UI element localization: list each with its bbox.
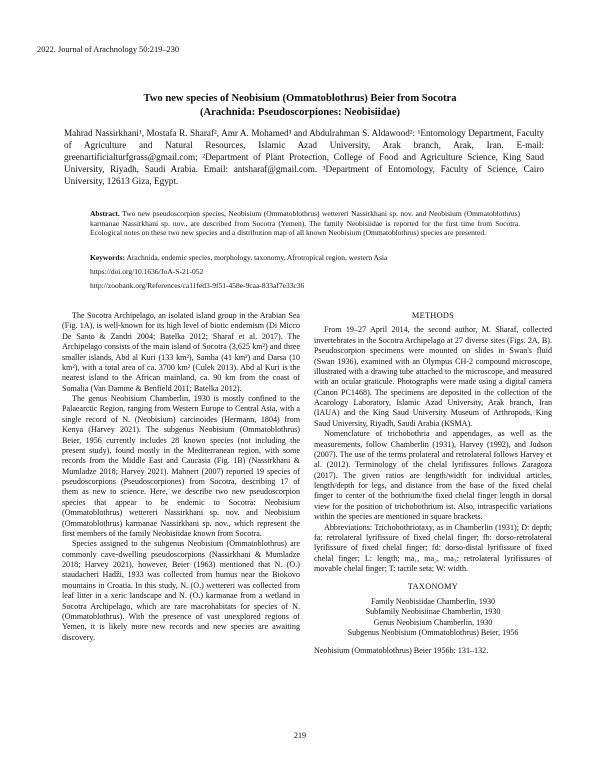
page-number: 219 [293, 731, 307, 740]
intro-paragraph-2: The genus Neobisium Chamberlin, 1930 is mostly confined to the Palaearctic Region, ranging from Western Europe to Central Asia, with a single record of N. (Neobisium) carcinoides (Hermann, 1804) from Kenya (Harvey 2021). The subgenus Neobisium (Ommatoblothrus) Beier, 1956 currently includes 28 known species (not including the present study), found mostly in the Mediterranean region, with some records from the Middle East and Caucasia (Fig. 1B) (Nassirkhani & Mumladze 2018; Harvey 2021). Mahnert (2007) reported 19 species of pseudoscorpions (Pseudoscorpiones) from Socotra, describing 17 of them as new to science. Here, we describe two new pseudoscorpion species that appear to be endemic to Socotra: Neobisium (Ommatoblothrus) wettereri Nassirkhani sp. nov. and Neobisium (Ommatoblothrus) karmanae Nassirkhani sp. nov., which represent the first members of the family Neobisiidae known from Socotra. [62, 394, 300, 538]
authors-affiliations: Mahrad Nassirkhani¹, Mostafa R. Sharaf², Amr A. Mohamed³ and Abdulrahman S. Aldawood²: ¹Entomology Department, Faculty of Agriculture and Natural Resources, Islamic Azad University, Arak branch, Arak, Iran. E-mail: greenartificialturfgrass@gmail.com; ²Department of Plant Protection, College of Food and Agriculture Science, King Saud University, Riyadh, Saudi Arabia. Email: antsharaf@gmail.com. ³Department of Entomology, Faculty of Science, Cairo University, 12613 Giza, Egypt. [64, 128, 544, 186]
abstract-text: Two new pseudoscorpion species, Neobisium (Ommatoblothrus) wettereri Nassirkhani sp. nov. and Neobisium (Ommatoblothrus) karmanae Nassirkhani sp. nov., are described from Socotra (Yemen). The family Neobisiidae is reported for the first time from Socotra. Ecological notes on these two new species and a distribution map of all known Neobisium (Ommatoblothrus) species are presented. [90, 209, 521, 238]
abstract-label: Abstract. [90, 209, 120, 218]
methods-heading: METHODS [411, 311, 455, 320]
abstract [90, 209, 520, 238]
zoobank-link[interactable]: http://zoobank.org/References/ca11fed3-9f51-458e-9caa-833af7e33c36 [90, 281, 305, 290]
journal-citation: 2022. Journal of Arachnology 50:219–230 [37, 45, 180, 54]
keywords [90, 253, 520, 263]
taxonomy-subgenus: Subgenus Neobisium (Ommatoblothrus) Beier, 1956 [347, 627, 519, 637]
intro-paragraph-1: The Socotra Archipelago, an isolated island group in the Arabian Sea (Fig. 1A), is well-known for its high level of biotic endemism (Di Micco De Santo & Zandri 2004; Batelka 2012; Sharaf et al. 2017). The Archipelago consists of the main island of Socotra (3,625 km²) and three smaller islands, Abd al Kuri (133 km²), Samha (41 km²) and Darsa (10 km²), with a total area of ca. 3700 km² (Culek 2013). Abd al Kuri is the nearest island to the African mainland, ca. 90 km from the coast of Somalia (Van Damme & Benfield 2011; Batelka 2012). [62, 311, 300, 393]
intro-paragraph-3: Species assigned to the subgenus Neobisium (Ommatoblothrus) are commonly cave-dwelling pseudoscorpions (Nassirkhani & Mumladze 2018; Harvey 2021), however, Beier (1963) mentioned that N. (O.) staudacheri Hadži, 1933 was collected from humus near the Biokovo mountains in Croatia. In this study, N. (O.) wettereri was collected from leaf litter in a xeric landscape and N. (O.) karmanae from a wetland in Socotra Archipelago, which are rare macrohabitats for species of N. (Ommatoblothrus). With the presence of vast unexplored regions of Yemen, it is likely more new records and new species are awaiting discovery. [62, 539, 300, 642]
methods-paragraph-1: From 19–27 April 2014, the second author, M. Sharaf, collected invertebrates in the Socotra Archipelago at 27 diverse sites (Figs. 2A, B). Pseudoscorpion specimens were mounted on slides in Swan's fluid (Swan 1936), examined with an Olympus CH-2 compound microscope, illustrated with a drawing tube attached to the microscope, and measured with an ocular graticule. Photographs were made using a digital camera (Canon PC1468). The specimens are deposited in the collection of the Acarology Laboratory, Islamic Azad University, Arak branch, Iran (IAUA) and the King Saud University Museum of Arthropods, King Saud University, Riyadh, Saudi Arabia (KSMA). [314, 325, 552, 428]
taxonomy-reference: Neobisium (Ommatoblothrus) Beier 1956b: 131–132. [314, 646, 489, 656]
keywords-text: Arachnida, endemic species, morphology, taxonomy, Afrotropical region, western Asia [126, 253, 388, 262]
taxonomy-genus: Genus Neobisium Chamberlin, 1930 [373, 617, 493, 627]
doi-link[interactable]: https://doi.org/10.1636/JoA-S-21-052 [90, 267, 204, 276]
taxonomy-family: Family Neobisiidae Chamberlin, 1930 [370, 596, 496, 606]
title-line-2: (Arachnida: Pseudoscorpiones: Neobisiidae) [199, 106, 401, 118]
taxonomy-subfamily: Subfamily Neobisiinae Chamberlin, 1930 [365, 607, 501, 617]
right-column [314, 311, 552, 657]
left-column [62, 311, 300, 643]
paper-title [60, 92, 540, 119]
keywords-label: Keywords: [90, 253, 125, 262]
methods-paragraph-3: Abbreviations: Trichobothriotaxy, as in Chamberlin (1931); D: depth; fa: retrolateral lyrifissure of fixed chelal finger; fb: dorso-retrolateral lyrifissure of fixed chelal finger; fd: dorso-distal lyrifissure of fixed chelal finger; L: length; ma₁, ma₂, ma₃: retrolateral lyrifissures of movable chelal finger; T: tactile seta; W: width. [314, 522, 552, 573]
taxonomy-heading: TAXONOMY [407, 582, 459, 592]
title-line-1: Two new species of Neobisium (Ommatoblothrus) Beier from Socotra [143, 93, 457, 104]
methods-paragraph-2: Nomenclature of trichobothria and appendages, as well as the measurements, follow Chamberlin (1931), Harvey (1992), and Judson (2007). The use of the terms prolateral and retrolateral follows Harvey et al. (2012). Terminology of the chelal lyrifissures follows Zaragoza (2017). The given ratios are length/width for individual articles, length/depth for legs, and distance from the base of the fixed chelal finger to center of the bothrium/the fixed chelal finger length in dorsal view for the position of trichobothrium ist. Also, intraspecific variations within the species are mentioned in square brackets. [314, 429, 552, 522]
